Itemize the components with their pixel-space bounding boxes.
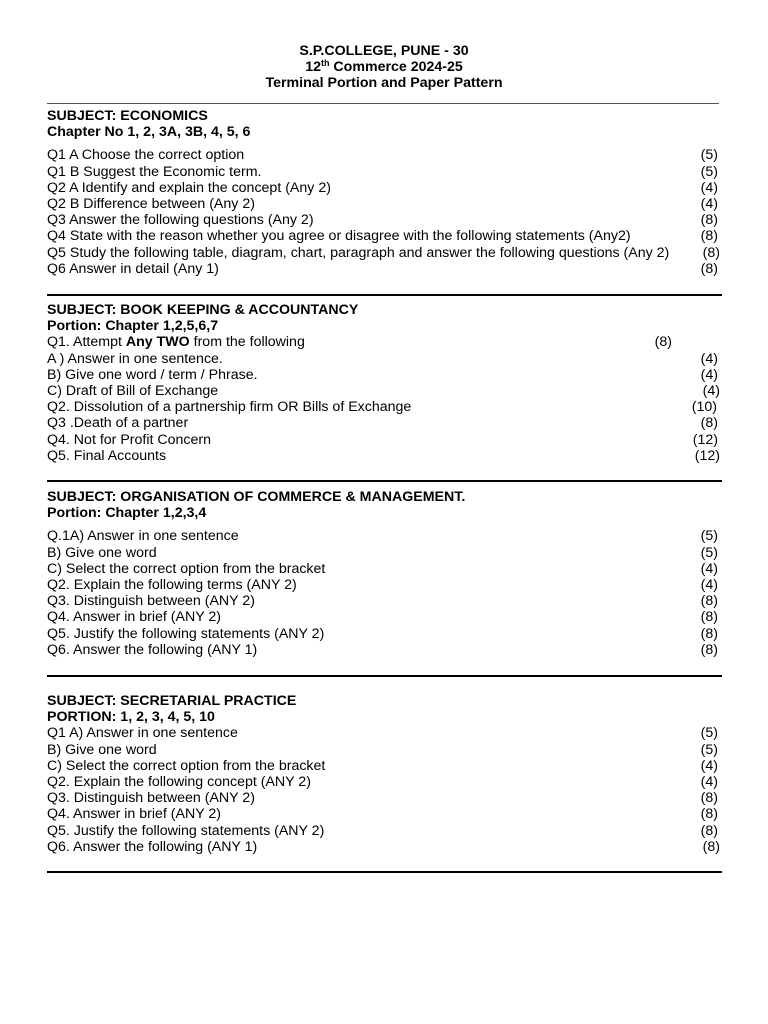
section-title: SUBJECT: BOOK KEEPING & ACCOUNTANCY <box>47 302 359 318</box>
marks: (4) <box>700 757 718 774</box>
question-row: Q5 Study the following table, diagram, chart, paragraph and answer the following questions (Any 2) (8) <box>47 244 720 261</box>
marks: (4) <box>700 560 718 577</box>
marks: (12) <box>692 431 718 448</box>
header-divider <box>47 103 719 104</box>
marks: (8) <box>700 806 718 823</box>
section-organisation-of-commerce <box>47 489 720 658</box>
question-row: Q3 Answer the following questions (Any 2) (8) <box>47 212 718 229</box>
marks: (8) <box>700 641 718 658</box>
marks: (4) <box>700 773 718 790</box>
marks: (8) <box>700 790 718 807</box>
college-name: S.P.COLLEGE, PUNE - 30 <box>299 43 469 59</box>
marks: (8) <box>654 334 672 351</box>
question-row: Q3. Distinguish between (ANY 2) (8) <box>47 790 718 807</box>
question-row: Q2. Dissolution of a partnership firm OR Bills of Exchange (10) <box>47 399 717 416</box>
marks: (4) <box>700 195 718 212</box>
question-row: B) Give one word (5) <box>47 544 718 561</box>
section-portion: Portion: Chapter 1,2,3,4 <box>47 505 207 522</box>
marks: (8) <box>700 609 718 626</box>
question-row: Q5. Final Accounts (12) <box>47 447 720 464</box>
question-row: Q6 Answer in detail (Any 1) (8) <box>47 260 718 277</box>
section-portion: PORTION: 1, 2, 3, 4, 5, 10 <box>47 709 215 726</box>
marks: (4) <box>700 366 718 383</box>
marks: (8) <box>700 415 718 432</box>
question-row: Q2. Explain the following concept (ANY 2) (4) <box>47 773 718 790</box>
section-divider <box>47 294 722 296</box>
section-secretarial-practice <box>47 693 720 855</box>
question-row: Q2 A Identify and explain the concept (Any 2) (4) <box>47 179 718 196</box>
section-economics <box>47 108 720 277</box>
question-row: Q4 State with the reason whether you agree or disagree with the following statements (Any2) (8) <box>47 228 718 245</box>
marks: (8) <box>700 260 718 277</box>
marks: (10) <box>691 399 717 416</box>
marks: (5) <box>700 163 718 180</box>
question-row: Q4. Not for Profit Concern (12) <box>47 431 718 448</box>
marks: (5) <box>700 147 718 164</box>
marks: (8) <box>700 212 718 229</box>
question-row: Q6. Answer the following (ANY 1) (8) <box>47 641 718 658</box>
marks: (8) <box>700 822 718 839</box>
marks: (5) <box>700 528 718 545</box>
question-row: Q2. Explain the following terms (ANY 2) (4) <box>47 576 718 593</box>
question-row: Q4. Answer in brief (ANY 2) (8) <box>47 609 718 626</box>
question-row: Q5. Justify the following statements (ANY 2) (8) <box>47 625 718 642</box>
question-row: Q4. Answer in brief (ANY 2) (8) <box>47 806 718 823</box>
document-subtitle: Terminal Portion and Paper Pattern <box>265 75 503 91</box>
question-row: C) Select the correct option from the bracket (4) <box>47 560 718 577</box>
marks: (5) <box>700 725 718 742</box>
marks: (12) <box>694 447 720 464</box>
question-row: Q2 B Difference between (Any 2) (4) <box>47 195 718 212</box>
marks: (4) <box>702 382 720 399</box>
section-book-keeping <box>47 302 720 464</box>
marks: (8) <box>700 625 718 642</box>
question-row: Q3 .Death of a partner (8) <box>47 415 718 432</box>
document-header <box>0 43 768 91</box>
question-row: Q1 B Suggest the Economic term. (5) <box>47 163 718 180</box>
section-divider <box>47 675 722 677</box>
question-row: Q6. Answer the following (ANY 1) (8) <box>47 838 720 855</box>
question-row: C) Draft of Bill of Exchange (4) <box>47 382 720 399</box>
marks: (4) <box>700 179 718 196</box>
section-title: SUBJECT: SECRETARIAL PRACTICE <box>47 693 297 709</box>
question-row: C) Select the correct option from the bracket (4) <box>47 757 718 774</box>
question-row: Q3. Distinguish between (ANY 2) (8) <box>47 593 718 610</box>
marks: (8) <box>702 838 720 855</box>
question-row: Q5. Justify the following statements (ANY 2) (8) <box>47 822 718 839</box>
marks: (4) <box>700 576 718 593</box>
marks: (8) <box>700 228 718 245</box>
marks: (8) <box>702 244 720 261</box>
question-row: Q1 A Choose the correct option (5) <box>47 147 718 164</box>
marks: (5) <box>700 741 718 758</box>
class-line: 12th Commerce 2024-25 <box>305 58 463 75</box>
section-divider <box>47 871 722 873</box>
marks: (4) <box>700 350 718 367</box>
question-row: B) Give one word (5) <box>47 741 718 758</box>
marks: (5) <box>700 544 718 561</box>
question-row: Q1 A) Answer in one sentence (5) <box>47 725 718 742</box>
question-row: Q.1A) Answer in one sentence (5) <box>47 528 718 545</box>
section-portion: Chapter No 1, 2, 3A, 3B, 4, 5, 6 <box>47 124 251 141</box>
question-row: Q1. Attempt Any TWO from the following (8) <box>47 334 672 351</box>
section-divider <box>47 480 722 482</box>
marks: (8) <box>700 593 718 610</box>
section-title: SUBJECT: ECONOMICS <box>47 108 208 124</box>
question-row: A ) Answer in one sentence. (4) <box>47 350 718 367</box>
section-portion: Portion: Chapter 1,2,5,6,7 <box>47 318 219 335</box>
question-row: B) Give one word / term / Phrase. (4) <box>47 366 718 383</box>
section-title: SUBJECT: ORGANISATION OF COMMERCE & MANAGEMENT. <box>47 489 466 505</box>
